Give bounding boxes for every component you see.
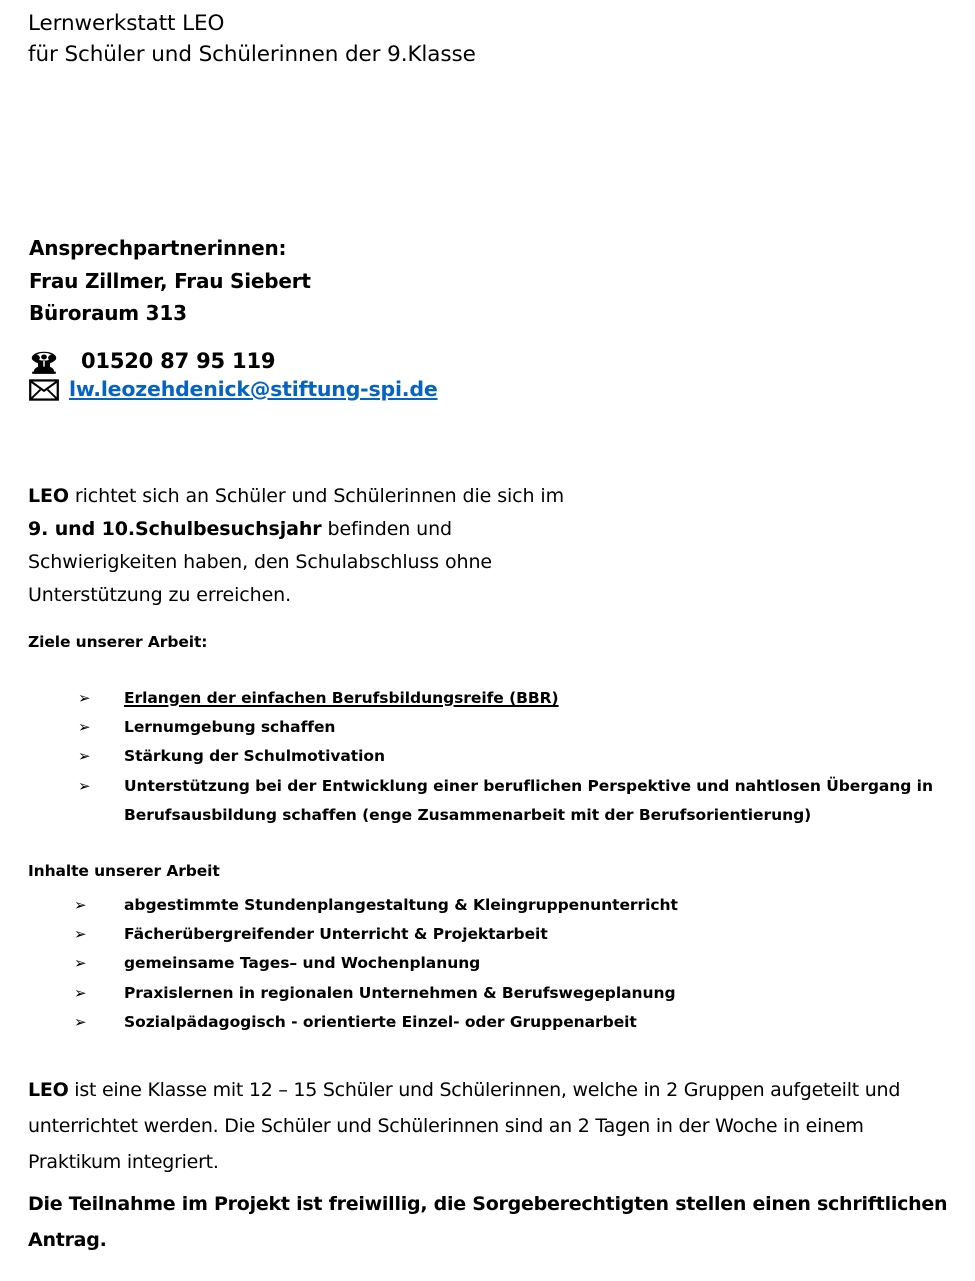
arrow-bullet-icon: ➢ (74, 1012, 87, 1031)
arrow-bullet-icon: ➢ (78, 718, 91, 737)
title-line-1: Lernwerkstatt LEO (28, 11, 225, 36)
intro-bold-schuljahr: 9. und 10.Schulbesuchsjahr (28, 518, 322, 540)
list-item-label: Unterstützung bei der Entwicklung einer beruflichen Perspektive und nahtlosen Übergang in Berufsausbildung schaffen (enge Zusammenarbeit mit der Berufsorientierung) (124, 776, 933, 824)
list-item-label: Lernumgebung schaffen (124, 718, 336, 737)
telephone-icon (29, 349, 59, 375)
ziele-list (0, 684, 975, 830)
closing-line-1 (28, 1072, 968, 1108)
closing-line-1-rest: ist eine Klasse mit 12 – 15 Schüler und Schülerinnen, welche in 2 Gruppen aufgeteilt und (68, 1079, 901, 1101)
intro-line-1-rest: richtet sich an Schüler und Schülerinnen die sich im (68, 485, 564, 507)
list-item (0, 949, 975, 978)
list-item (0, 891, 975, 920)
intro-paragraph (28, 480, 728, 612)
phone-number: 01520 87 95 119 (81, 348, 276, 373)
list-item (0, 979, 975, 1008)
inhalte-list (0, 891, 975, 1037)
inhalte-heading: Inhalte unserer Arbeit (28, 862, 220, 880)
contact-heading: Ansprechpartnerinnen: (29, 236, 287, 260)
closing-line-2: unterrichtet werden. Die Schüler und Schülerinnen sind an 2 Tagen in der Woche in einem (28, 1115, 864, 1137)
list-item (0, 1008, 975, 1037)
intro-line-2 (28, 513, 728, 546)
ziele-heading: Ziele unserer Arbeit: (28, 633, 208, 651)
intro-line-2-rest: befinden und (321, 518, 453, 540)
closing-paragraph (28, 1072, 968, 1180)
envelope-icon (29, 379, 59, 401)
arrow-bullet-icon: ➢ (74, 983, 87, 1002)
email-row (29, 377, 929, 401)
list-item (0, 713, 975, 742)
list-item (0, 742, 975, 771)
contact-block (29, 232, 929, 401)
intro-line-1 (28, 480, 728, 513)
arrow-bullet-icon: ➢ (74, 896, 87, 914)
contact-names: Frau Zillmer, Frau Siebert (29, 268, 311, 293)
list-item-label: gemeinsame Tages– und Wochenplanung (124, 954, 481, 973)
list-item-label: Stärkung der Schulmotivation (124, 747, 386, 766)
list-item-label: Sozialpädagogisch - orientierte Einzel- oder Gruppenarbeit (124, 1012, 637, 1031)
list-item-label: Erlangen der einfachen Berufsbildungsreife (BBR) (124, 689, 559, 707)
email-link[interactable]: lw.leozehdenick@stiftung-spi.de (69, 376, 438, 401)
list-item (0, 772, 975, 830)
contact-room: Büroraum 313 (29, 301, 187, 325)
list-item-label: Fächerübergreifender Unterricht & Projektarbeit (124, 925, 548, 944)
arrow-bullet-icon: ➢ (74, 954, 87, 973)
arrow-bullet-icon: ➢ (78, 747, 91, 766)
document-title (28, 8, 928, 70)
final-line-1: Die Teilnahme im Projekt ist freiwillig, die Sorgeberechtigten stellen einen schriftlichen (28, 1193, 948, 1215)
list-item-label: Praxislernen in regionalen Unternehmen & Berufswegeplanung (124, 983, 676, 1002)
intro-line-3: Schwierigkeiten haben, den Schulabschluss ohne (28, 551, 493, 573)
list-item-label: abgestimmte Stundenplangestaltung & Kleingruppenunterricht (124, 896, 678, 914)
list-item (0, 684, 975, 713)
final-paragraph (28, 1186, 968, 1258)
list-item (0, 920, 975, 949)
arrow-bullet-icon: ➢ (78, 689, 91, 707)
closing-line-3: Praktikum integriert. (28, 1151, 219, 1173)
intro-line-4: Unterstützung zu erreichen. (28, 584, 292, 606)
final-line-2: Antrag. (28, 1229, 107, 1251)
intro-bold-leo: LEO (28, 485, 69, 507)
title-line-2: für Schüler und Schülerinnen der 9.Klasse (28, 42, 476, 67)
phone-row (29, 348, 929, 374)
arrow-bullet-icon: ➢ (78, 776, 91, 795)
closing-bold-leo: LEO (28, 1079, 69, 1101)
arrow-bullet-icon: ➢ (74, 925, 87, 944)
